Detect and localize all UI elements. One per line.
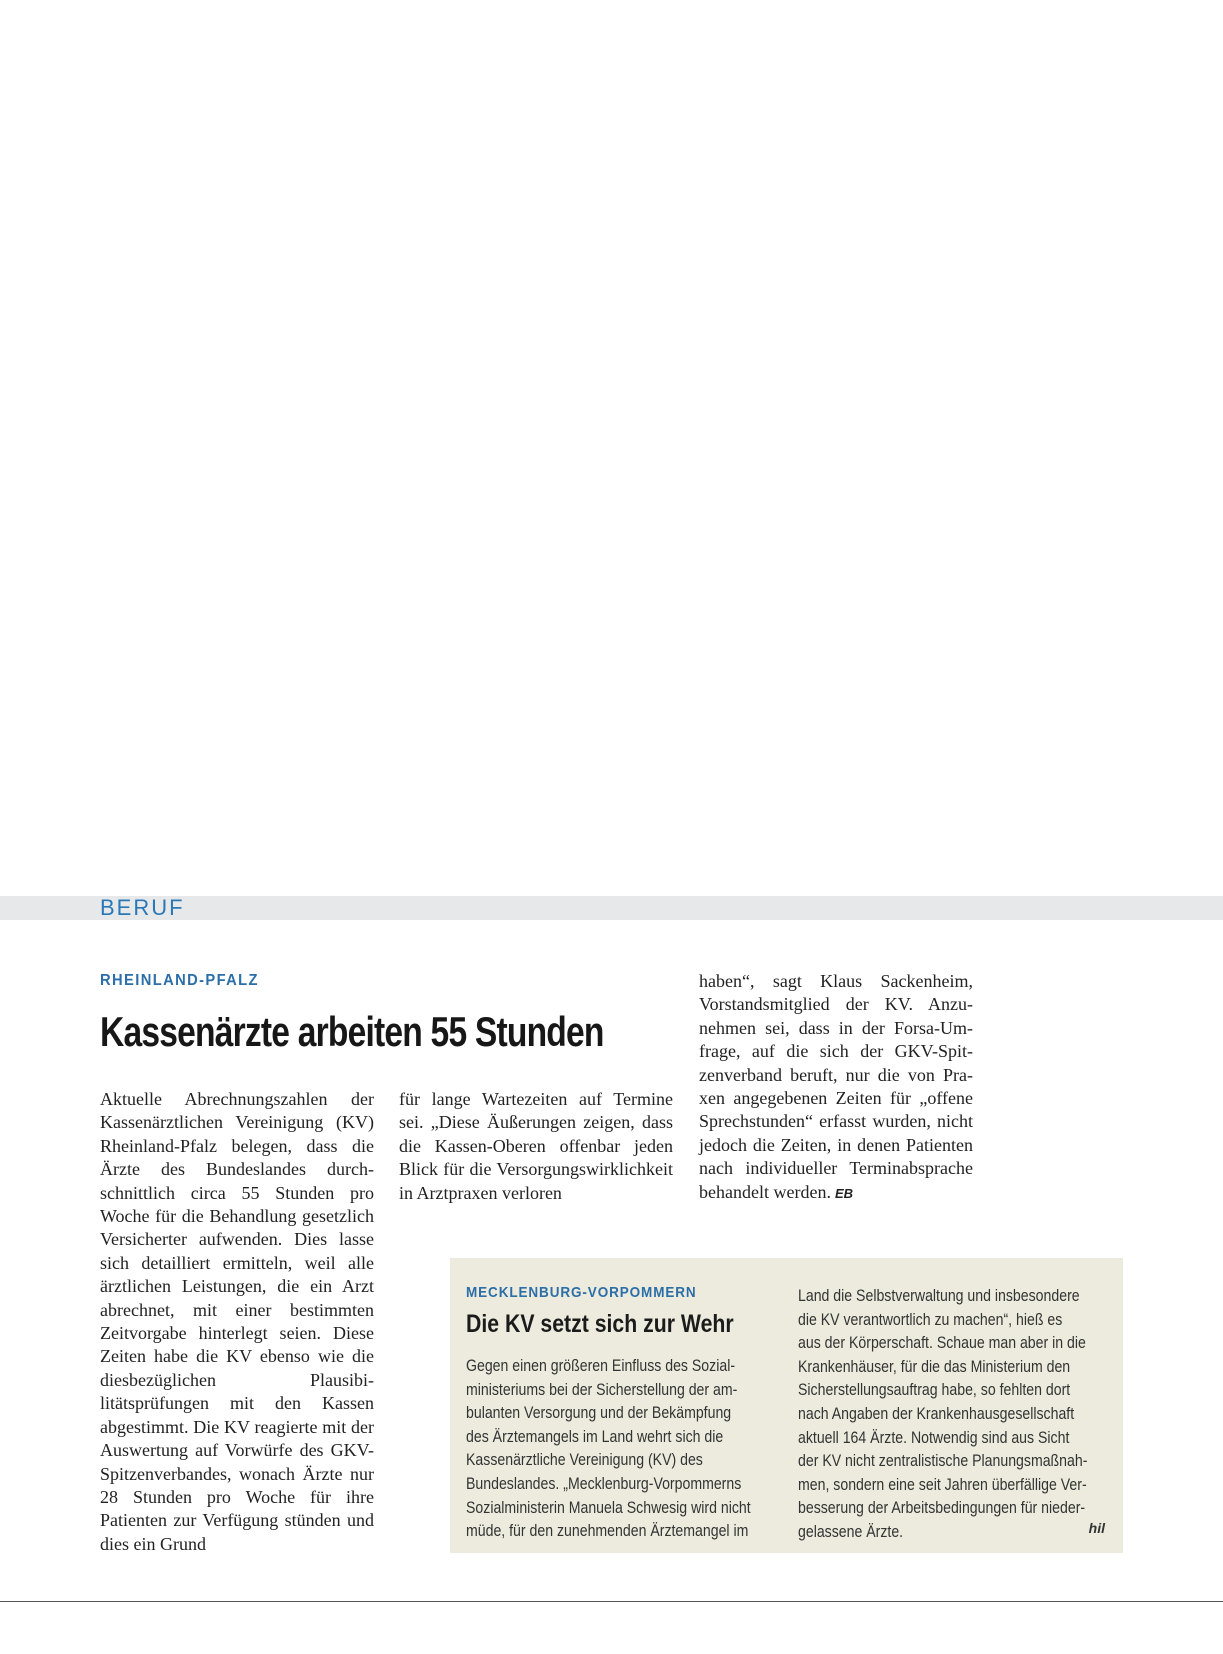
article-column-3 bbox=[699, 970, 973, 1205]
box-column-1: Gegen einen größeren Einfluss des Sozialministeriums bei der Sicherstellung der ambulanten Versorgung und der Bekämpfung des Ärztemangels im Land wehrt sich die Kassenärztliche Vereinigung (KV) des Bundeslandes. „Mecklenburg-Vorpommerns Sozialministerin Manuela Schwesig wird nicht müde, für den zunehmenden Ärztemangel im bbox=[466, 1356, 751, 1541]
article-headline: Kassenärzte arbeiten 55 Stunden bbox=[100, 1008, 604, 1055]
article-column-3-text: haben“, sagt Klaus Sackenheim, Vorstandsmitglied der KV. Anzunehmen sei, dass in der Forsa-Umfrage, auf die sich der GKV-Spitzenverband beruft, nur die von Praxen angegebenen Zeiten für „offene Sprechstunden“ erfasst wurden, nicht jedoch die Zeiten, in denen Patienten nach individueller Terminabsprache behandelt werden. bbox=[699, 971, 973, 1202]
article-column-2: für lange Wartezeiten auf Termine sei. „Diese Äußerungen zeigen, dass die Kassen-Oberen offenbar jeden Blick für die Versorgungswirklichkeit in Arztpraxen verloren bbox=[399, 1089, 673, 1203]
box-column-2: Land die Selbstverwaltung und insbesondere die KV verantwortlich zu machen“, hieß es aus der Körperschaft. Schaue man aber in die Krankenhäuser, für die das Ministerium den Sicherstellungsauftrag habe, so fehlten dort nach Angaben der Krankenhausgesellschaft aktuell 164 Ärzte. Notwendig sind aus Sicht der KV nicht zentralistische Planungsmaßnahmen, sondern eine seit Jahren überfällige Verbesserung der Arbeitsbedingungen für niedergelassene Ärzte. bbox=[798, 1286, 1088, 1541]
box-author: hil bbox=[1088, 1520, 1105, 1536]
article-column-1: Aktuelle Abrechnungszahlen der Kassenärztlichen Vereinigung (KV) Rheinland-Pfalz belegen, dass die Ärzte des Bundeslandes durchschnittlich circa 55 Stunden pro Woche für die Behandlung gesetzlich Versicherter aufwenden. Dies lasse sich detailliert ermitteln, weil alle ärztlichen Leistungen, die ein Arzt abrechnet, mit einer bestimmten Zeitvorgabe hinterlegt seien. Diese Zeiten habe die KV ebenso wie die diesbezüglichen Plausibilitätsprüfungen mit den Kassen abgestimmt. Die KV reagierte mit der Auswertung auf Vorwürfe des GKV-Spitzenverbandes, wonach Ärzte nur 28 Stunden pro Woche für ihre Patienten zur Verfügung stünden und dies ein Grund bbox=[100, 1089, 374, 1554]
box-headline: Die KV setzt sich zur Wehr bbox=[466, 1310, 734, 1338]
section-label: BERUF bbox=[100, 895, 185, 920]
box-kicker: MECKLENBURG-VORPOMMERN bbox=[466, 1284, 697, 1301]
article-author: EB bbox=[834, 1185, 854, 1201]
info-box bbox=[450, 1258, 1123, 1553]
article-kicker: RHEINLAND-PFALZ bbox=[100, 972, 259, 989]
bottom-rule bbox=[0, 1601, 1223, 1602]
